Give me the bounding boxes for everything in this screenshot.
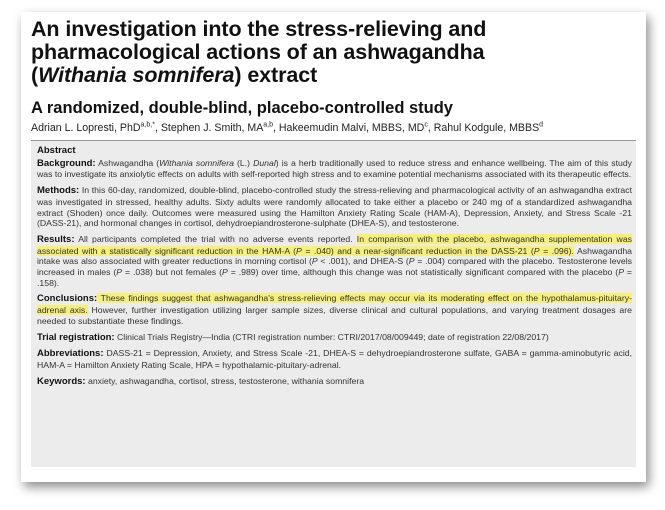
results-label: Results:: [37, 233, 75, 245]
highlight-text: In comparison with the placebo, ashwagandha supplementation was associated with a statistically significant reduction in the HAM-A (: [37, 233, 632, 256]
keywords-text: anxiety, ashwagandha, cortisol, stress, testosterone, withania somnifera: [85, 375, 365, 386]
results-text: Ashwagandha intake was also associated with greater reductions in morning cortisol (: [37, 245, 633, 267]
title-species-name: Withania somnifera: [38, 63, 235, 87]
p-symbol: P: [296, 245, 302, 256]
background-text: (L.): [234, 157, 254, 168]
p-symbol: P: [408, 256, 415, 267]
author-name: Adrian L. Lopresti, PhD: [31, 122, 141, 134]
author-affiliation: a,b,*: [140, 121, 155, 129]
author-separator: ,: [427, 122, 434, 134]
background-text: ) is a herb traditionally used to reduce stress and enhance wellbeing. The aim of this study was to investigate its anxiolytic effects on adults with self-reported high stress and to examine potential mechanisms associated with its therapeutic effects.: [37, 157, 633, 180]
author-affiliation: d: [539, 121, 544, 129]
methods-text: In this 60-day, randomized, double-blind, placebo-controlled study the stress-relieving and pharmacological activity of an ashwagandha extract was investigated in stressed, healthy adults. Sixty adults were randomly allocated to take either a placebo or 240 mg of a standardized ashwagandha extract (Shoden) once daily. Outcomes were measured using the Hamilton Anxiety Rating Scale (HAM-A), Depression, Anxiety, and Stress Scale -21 (DASS-21), and hormonal changes in cortisol, dehydroepiandrosterone-sulphate (DHEA-S), and testosterone.: [37, 185, 632, 229]
background-text: Ashwagandha (: [95, 157, 160, 168]
p-symbol: P: [221, 267, 228, 278]
author-affiliation: a,b: [263, 121, 274, 129]
author-name: Stephen J. Smith, MA: [160, 122, 264, 134]
title-line-3-open: (: [31, 63, 39, 87]
abstract-box: [31, 140, 636, 467]
conclusions-text: However, further investigation utilizing larger sample sizes, diverse clinical and cultural populations, and varying treatment dosages are needed to substantiate these findings.: [37, 305, 632, 326]
results-text: = .989) over time, although this change was not statistically significant compared with the placebo (: [227, 267, 619, 278]
paper-page: [21, 12, 646, 482]
p-symbol: P: [311, 256, 318, 267]
conclusions-label: Conclusions:: [37, 293, 98, 305]
results-section: [37, 234, 632, 289]
methods-label: Methods:: [37, 185, 80, 197]
keywords-label: Keywords:: [37, 375, 86, 387]
p-symbol: P: [116, 267, 123, 278]
author-separator: ,: [154, 122, 161, 134]
author-separator: ,: [273, 122, 279, 134]
p-symbol: P: [618, 267, 624, 278]
results-text: = .038) but not females (: [122, 267, 222, 278]
conclusions-highlight: These findings suggest that ashwagandha's stress-relieving effects may occur via its moderating effect on the hypothalamus-pituitary-adrenal axis.: [37, 293, 632, 316]
author-name: Hakeemudin Malvi, MBBS, MD: [278, 122, 425, 134]
author-list: [31, 122, 643, 135]
paper-subtitle: A randomized, double-blind, placebo-controlled study: [31, 99, 453, 117]
results-text: = .004) compared with the placebo. Testosterone levels increased in males (: [37, 256, 632, 278]
trial-registration-text: Clinical Trials Registry—India (CTRI registration number: CTRI/2017/08/009449; date of registration 22/08/2017): [114, 331, 549, 342]
authority-name: Dunal: [253, 157, 276, 168]
title-line-3-close: ) extract: [234, 63, 318, 87]
conclusions-section: [37, 293, 632, 326]
author-name: Rahul Kodgule, MBBS: [433, 122, 540, 134]
trial-registration-label: Trial registration:: [37, 331, 115, 343]
abbreviations-section: [37, 348, 632, 370]
methods-section: [37, 185, 632, 229]
species-name: Withania somnifera: [159, 157, 234, 168]
highlight-text: = .096).: [539, 245, 574, 256]
keywords-section: [37, 376, 632, 388]
title-line-1: An investigation into the stress-relieving and: [31, 17, 487, 41]
background-section: [37, 158, 632, 180]
results-text: All participants completed the trial with no adverse events reported.: [74, 233, 357, 244]
abbreviations-text: DASS-21 = Depression, Anxiety, and Stress Scale -21, DHEA-S = dehydroepiandrosterone sulfate, GABA = gamma-aminobutyric acid, HAM-A = Hamilton Anxiety Rating Scale, HPA = hypothalamic-pituitary-adrenal.: [37, 348, 632, 370]
p-symbol: P: [533, 245, 540, 256]
results-text: < .001), and DHEA-S (: [317, 256, 409, 267]
trial-registration-section: [37, 332, 632, 344]
abstract-heading: Abstract: [37, 145, 76, 156]
title-line-2: pharmacological actions of an ashwagandha: [31, 40, 485, 64]
highlight-text: = .040) and a near-significant reduction in the DASS-21 (: [301, 245, 534, 256]
background-label: Background:: [37, 157, 96, 169]
abbreviations-label: Abbreviations:: [37, 348, 104, 360]
results-text: = .158).: [37, 267, 632, 288]
paper-title: [31, 18, 641, 87]
author-affiliation: c: [424, 121, 428, 129]
